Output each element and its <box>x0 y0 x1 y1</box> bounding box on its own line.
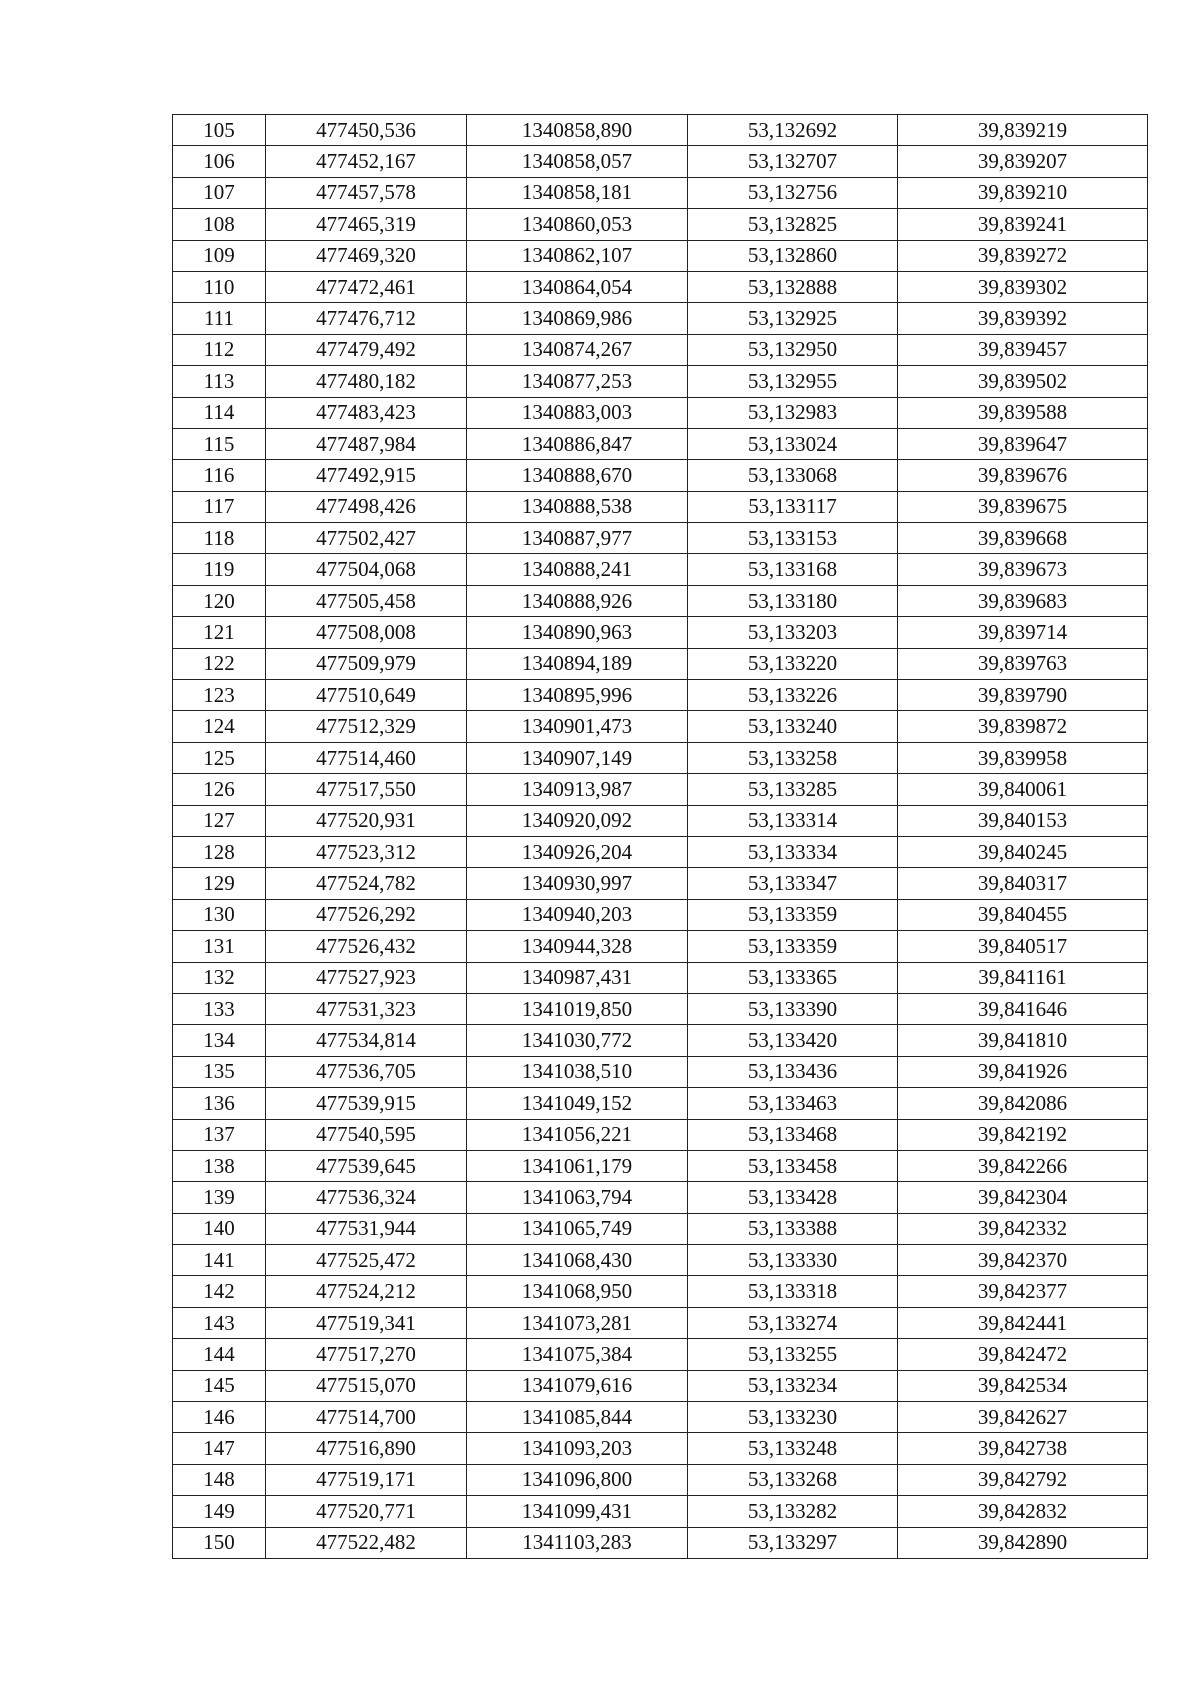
latitude-cell: 53,133255 <box>688 1339 898 1370</box>
point-number-cell: 107 <box>173 177 266 208</box>
x-coordinate-cell: 477526,292 <box>266 899 467 930</box>
latitude-cell: 53,133420 <box>688 1025 898 1056</box>
y-coordinate-cell: 1340944,328 <box>467 931 688 962</box>
y-coordinate-cell: 1341075,384 <box>467 1339 688 1370</box>
table-row <box>173 491 1148 522</box>
table-row <box>173 146 1148 177</box>
point-number-cell: 121 <box>173 617 266 648</box>
x-coordinate-cell: 477517,270 <box>266 1339 467 1370</box>
latitude-cell: 53,133230 <box>688 1402 898 1433</box>
y-coordinate-cell: 1340888,926 <box>467 585 688 616</box>
table-row <box>173 209 1148 240</box>
y-coordinate-cell: 1340888,538 <box>467 491 688 522</box>
latitude-cell: 53,133330 <box>688 1245 898 1276</box>
latitude-cell: 53,133153 <box>688 523 898 554</box>
y-coordinate-cell: 1340920,092 <box>467 805 688 836</box>
latitude-cell: 53,133468 <box>688 1119 898 1150</box>
table-row <box>173 585 1148 616</box>
table-row <box>173 962 1148 993</box>
y-coordinate-cell: 1340930,997 <box>467 868 688 899</box>
longitude-cell: 39,839683 <box>898 585 1148 616</box>
latitude-cell: 53,133297 <box>688 1527 898 1558</box>
table-row <box>173 334 1148 365</box>
y-coordinate-cell: 1341049,152 <box>467 1088 688 1119</box>
table-row <box>173 836 1148 867</box>
point-number-cell: 120 <box>173 585 266 616</box>
x-coordinate-cell: 477492,915 <box>266 460 467 491</box>
y-coordinate-cell: 1341063,794 <box>467 1182 688 1213</box>
point-number-cell: 131 <box>173 931 266 962</box>
longitude-cell: 39,842086 <box>898 1088 1148 1119</box>
x-coordinate-cell: 477524,212 <box>266 1276 467 1307</box>
point-number-cell: 128 <box>173 836 266 867</box>
table-row <box>173 271 1148 302</box>
y-coordinate-cell: 1340858,890 <box>467 115 688 146</box>
y-coordinate-cell: 1341103,283 <box>467 1527 688 1558</box>
table-row <box>173 1307 1148 1338</box>
y-coordinate-cell: 1340907,149 <box>467 742 688 773</box>
point-number-cell: 125 <box>173 742 266 773</box>
latitude-cell: 53,133226 <box>688 680 898 711</box>
longitude-cell: 39,842534 <box>898 1370 1148 1401</box>
latitude-cell: 53,132955 <box>688 366 898 397</box>
table-row <box>173 680 1148 711</box>
table-row <box>173 366 1148 397</box>
point-number-cell: 142 <box>173 1276 266 1307</box>
longitude-cell: 39,839958 <box>898 742 1148 773</box>
point-number-cell: 115 <box>173 428 266 459</box>
latitude-cell: 53,133258 <box>688 742 898 773</box>
table-row <box>173 240 1148 271</box>
x-coordinate-cell: 477520,931 <box>266 805 467 836</box>
x-coordinate-cell: 477519,171 <box>266 1464 467 1495</box>
x-coordinate-cell: 477508,008 <box>266 617 467 648</box>
x-coordinate-cell: 477525,472 <box>266 1245 467 1276</box>
y-coordinate-cell: 1340887,977 <box>467 523 688 554</box>
longitude-cell: 39,840153 <box>898 805 1148 836</box>
latitude-cell: 53,133024 <box>688 428 898 459</box>
x-coordinate-cell: 477520,771 <box>266 1496 467 1527</box>
latitude-cell: 53,133268 <box>688 1464 898 1495</box>
point-number-cell: 113 <box>173 366 266 397</box>
table-row <box>173 774 1148 805</box>
longitude-cell: 39,839675 <box>898 491 1148 522</box>
table-row <box>173 1339 1148 1370</box>
point-number-cell: 117 <box>173 491 266 522</box>
x-coordinate-cell: 477534,814 <box>266 1025 467 1056</box>
point-number-cell: 114 <box>173 397 266 428</box>
longitude-cell: 39,839302 <box>898 271 1148 302</box>
x-coordinate-cell: 477472,461 <box>266 271 467 302</box>
point-number-cell: 135 <box>173 1056 266 1087</box>
latitude-cell: 53,133203 <box>688 617 898 648</box>
point-number-cell: 106 <box>173 146 266 177</box>
table-row <box>173 1213 1148 1244</box>
x-coordinate-cell: 477498,426 <box>266 491 467 522</box>
y-coordinate-cell: 1340858,057 <box>467 146 688 177</box>
latitude-cell: 53,133347 <box>688 868 898 899</box>
point-number-cell: 137 <box>173 1119 266 1150</box>
table-row <box>173 115 1148 146</box>
latitude-cell: 53,133234 <box>688 1370 898 1401</box>
x-coordinate-cell: 477514,460 <box>266 742 467 773</box>
x-coordinate-cell: 477531,944 <box>266 1213 467 1244</box>
point-number-cell: 122 <box>173 648 266 679</box>
y-coordinate-cell: 1341096,800 <box>467 1464 688 1495</box>
table-row <box>173 1527 1148 1558</box>
table-row <box>173 428 1148 459</box>
y-coordinate-cell: 1341079,616 <box>467 1370 688 1401</box>
y-coordinate-cell: 1341085,844 <box>467 1402 688 1433</box>
table-row <box>173 1025 1148 1056</box>
x-coordinate-cell: 477487,984 <box>266 428 467 459</box>
longitude-cell: 39,842890 <box>898 1527 1148 1558</box>
point-number-cell: 139 <box>173 1182 266 1213</box>
y-coordinate-cell: 1340886,847 <box>467 428 688 459</box>
point-number-cell: 110 <box>173 271 266 302</box>
latitude-cell: 53,133117 <box>688 491 898 522</box>
point-number-cell: 133 <box>173 993 266 1024</box>
table-row <box>173 1056 1148 1087</box>
y-coordinate-cell: 1340860,053 <box>467 209 688 240</box>
table-row <box>173 1088 1148 1119</box>
x-coordinate-cell: 477517,550 <box>266 774 467 805</box>
y-coordinate-cell: 1341038,510 <box>467 1056 688 1087</box>
table-row <box>173 1433 1148 1464</box>
y-coordinate-cell: 1340890,963 <box>467 617 688 648</box>
y-coordinate-cell: 1340913,987 <box>467 774 688 805</box>
table-row <box>173 554 1148 585</box>
latitude-cell: 53,132860 <box>688 240 898 271</box>
longitude-cell: 39,840317 <box>898 868 1148 899</box>
y-coordinate-cell: 1340987,431 <box>467 962 688 993</box>
table-row <box>173 303 1148 334</box>
point-number-cell: 141 <box>173 1245 266 1276</box>
point-number-cell: 109 <box>173 240 266 271</box>
latitude-cell: 53,133168 <box>688 554 898 585</box>
y-coordinate-cell: 1340926,204 <box>467 836 688 867</box>
latitude-cell: 53,133285 <box>688 774 898 805</box>
x-coordinate-cell: 477526,432 <box>266 931 467 962</box>
longitude-cell: 39,839210 <box>898 177 1148 208</box>
longitude-cell: 39,839790 <box>898 680 1148 711</box>
y-coordinate-cell: 1340888,241 <box>467 554 688 585</box>
latitude-cell: 53,132825 <box>688 209 898 240</box>
table-row <box>173 899 1148 930</box>
x-coordinate-cell: 477519,341 <box>266 1307 467 1338</box>
point-number-cell: 126 <box>173 774 266 805</box>
latitude-cell: 53,133365 <box>688 962 898 993</box>
x-coordinate-cell: 477452,167 <box>266 146 467 177</box>
y-coordinate-cell: 1340888,670 <box>467 460 688 491</box>
point-number-cell: 130 <box>173 899 266 930</box>
point-number-cell: 124 <box>173 711 266 742</box>
table-row <box>173 711 1148 742</box>
x-coordinate-cell: 477516,890 <box>266 1433 467 1464</box>
point-number-cell: 129 <box>173 868 266 899</box>
point-number-cell: 147 <box>173 1433 266 1464</box>
table-row <box>173 1245 1148 1276</box>
longitude-cell: 39,839763 <box>898 648 1148 679</box>
longitude-cell: 39,842832 <box>898 1496 1148 1527</box>
y-coordinate-cell: 1340858,181 <box>467 177 688 208</box>
x-coordinate-cell: 477515,070 <box>266 1370 467 1401</box>
longitude-cell: 39,839673 <box>898 554 1148 585</box>
x-coordinate-cell: 477514,700 <box>266 1402 467 1433</box>
table-row <box>173 1182 1148 1213</box>
longitude-cell: 39,839668 <box>898 523 1148 554</box>
latitude-cell: 53,132925 <box>688 303 898 334</box>
y-coordinate-cell: 1340940,203 <box>467 899 688 930</box>
y-coordinate-cell: 1341068,430 <box>467 1245 688 1276</box>
longitude-cell: 39,839392 <box>898 303 1148 334</box>
y-coordinate-cell: 1341056,221 <box>467 1119 688 1150</box>
y-coordinate-cell: 1341061,179 <box>467 1150 688 1181</box>
y-coordinate-cell: 1341099,431 <box>467 1496 688 1527</box>
table-row <box>173 648 1148 679</box>
table-row <box>173 177 1148 208</box>
x-coordinate-cell: 477522,482 <box>266 1527 467 1558</box>
table-row <box>173 742 1148 773</box>
longitude-cell: 39,840061 <box>898 774 1148 805</box>
table-row <box>173 868 1148 899</box>
x-coordinate-cell: 477483,423 <box>266 397 467 428</box>
x-coordinate-cell: 477523,312 <box>266 836 467 867</box>
longitude-cell: 39,842738 <box>898 1433 1148 1464</box>
longitude-cell: 39,840517 <box>898 931 1148 962</box>
latitude-cell: 53,133318 <box>688 1276 898 1307</box>
point-number-cell: 108 <box>173 209 266 240</box>
x-coordinate-cell: 477465,319 <box>266 209 467 240</box>
table-row <box>173 993 1148 1024</box>
latitude-cell: 53,133334 <box>688 836 898 867</box>
longitude-cell: 39,842192 <box>898 1119 1148 1150</box>
latitude-cell: 53,133068 <box>688 460 898 491</box>
point-number-cell: 111 <box>173 303 266 334</box>
latitude-cell: 53,133220 <box>688 648 898 679</box>
point-number-cell: 127 <box>173 805 266 836</box>
latitude-cell: 53,133180 <box>688 585 898 616</box>
longitude-cell: 39,841926 <box>898 1056 1148 1087</box>
table-row <box>173 1150 1148 1181</box>
y-coordinate-cell: 1341068,950 <box>467 1276 688 1307</box>
longitude-cell: 39,842304 <box>898 1182 1148 1213</box>
longitude-cell: 39,841810 <box>898 1025 1148 1056</box>
longitude-cell: 39,840245 <box>898 836 1148 867</box>
point-number-cell: 144 <box>173 1339 266 1370</box>
table-row <box>173 1370 1148 1401</box>
longitude-cell: 39,842627 <box>898 1402 1148 1433</box>
x-coordinate-cell: 477457,578 <box>266 177 467 208</box>
y-coordinate-cell: 1340862,107 <box>467 240 688 271</box>
longitude-cell: 39,839647 <box>898 428 1148 459</box>
x-coordinate-cell: 477469,320 <box>266 240 467 271</box>
coordinates-table <box>172 114 1148 1559</box>
longitude-cell: 39,842332 <box>898 1213 1148 1244</box>
longitude-cell: 39,839272 <box>898 240 1148 271</box>
x-coordinate-cell: 477476,712 <box>266 303 467 334</box>
y-coordinate-cell: 1340869,986 <box>467 303 688 334</box>
y-coordinate-cell: 1340883,003 <box>467 397 688 428</box>
x-coordinate-cell: 477450,536 <box>266 115 467 146</box>
longitude-cell: 39,841646 <box>898 993 1148 1024</box>
latitude-cell: 53,133428 <box>688 1182 898 1213</box>
point-number-cell: 134 <box>173 1025 266 1056</box>
point-number-cell: 123 <box>173 680 266 711</box>
longitude-cell: 39,842792 <box>898 1464 1148 1495</box>
x-coordinate-cell: 477510,649 <box>266 680 467 711</box>
point-number-cell: 149 <box>173 1496 266 1527</box>
x-coordinate-cell: 477540,595 <box>266 1119 467 1150</box>
latitude-cell: 53,133436 <box>688 1056 898 1087</box>
y-coordinate-cell: 1340894,189 <box>467 648 688 679</box>
y-coordinate-cell: 1340877,253 <box>467 366 688 397</box>
longitude-cell: 39,839457 <box>898 334 1148 365</box>
latitude-cell: 53,132707 <box>688 146 898 177</box>
x-coordinate-cell: 477502,427 <box>266 523 467 554</box>
y-coordinate-cell: 1341019,850 <box>467 993 688 1024</box>
y-coordinate-cell: 1340874,267 <box>467 334 688 365</box>
latitude-cell: 53,132950 <box>688 334 898 365</box>
point-number-cell: 143 <box>173 1307 266 1338</box>
longitude-cell: 39,839241 <box>898 209 1148 240</box>
longitude-cell: 39,839502 <box>898 366 1148 397</box>
longitude-cell: 39,839219 <box>898 115 1148 146</box>
x-coordinate-cell: 477480,182 <box>266 366 467 397</box>
longitude-cell: 39,839676 <box>898 460 1148 491</box>
point-number-cell: 136 <box>173 1088 266 1119</box>
point-number-cell: 116 <box>173 460 266 491</box>
latitude-cell: 53,133314 <box>688 805 898 836</box>
x-coordinate-cell: 477536,324 <box>266 1182 467 1213</box>
table-row <box>173 523 1148 554</box>
x-coordinate-cell: 477512,329 <box>266 711 467 742</box>
x-coordinate-cell: 477509,979 <box>266 648 467 679</box>
table-row <box>173 931 1148 962</box>
x-coordinate-cell: 477504,068 <box>266 554 467 585</box>
point-number-cell: 145 <box>173 1370 266 1401</box>
table-row <box>173 1402 1148 1433</box>
point-number-cell: 150 <box>173 1527 266 1558</box>
point-number-cell: 140 <box>173 1213 266 1244</box>
point-number-cell: 105 <box>173 115 266 146</box>
y-coordinate-cell: 1340864,054 <box>467 271 688 302</box>
longitude-cell: 39,842370 <box>898 1245 1148 1276</box>
point-number-cell: 112 <box>173 334 266 365</box>
longitude-cell: 39,839714 <box>898 617 1148 648</box>
longitude-cell: 39,839588 <box>898 397 1148 428</box>
longitude-cell: 39,842266 <box>898 1150 1148 1181</box>
latitude-cell: 53,132756 <box>688 177 898 208</box>
y-coordinate-cell: 1341093,203 <box>467 1433 688 1464</box>
x-coordinate-cell: 477505,458 <box>266 585 467 616</box>
latitude-cell: 53,133359 <box>688 931 898 962</box>
latitude-cell: 53,133463 <box>688 1088 898 1119</box>
point-number-cell: 148 <box>173 1464 266 1495</box>
table-row <box>173 1496 1148 1527</box>
point-number-cell: 146 <box>173 1402 266 1433</box>
latitude-cell: 53,133390 <box>688 993 898 1024</box>
longitude-cell: 39,842441 <box>898 1307 1148 1338</box>
point-number-cell: 118 <box>173 523 266 554</box>
x-coordinate-cell: 477527,923 <box>266 962 467 993</box>
longitude-cell: 39,839872 <box>898 711 1148 742</box>
point-number-cell: 132 <box>173 962 266 993</box>
table-row <box>173 1276 1148 1307</box>
longitude-cell: 39,842472 <box>898 1339 1148 1370</box>
latitude-cell: 53,132888 <box>688 271 898 302</box>
table-row <box>173 1464 1148 1495</box>
x-coordinate-cell: 477539,645 <box>266 1150 467 1181</box>
coordinates-table-body <box>173 115 1148 1559</box>
latitude-cell: 53,133274 <box>688 1307 898 1338</box>
latitude-cell: 53,133388 <box>688 1213 898 1244</box>
y-coordinate-cell: 1341030,772 <box>467 1025 688 1056</box>
latitude-cell: 53,133282 <box>688 1496 898 1527</box>
table-row <box>173 397 1148 428</box>
point-number-cell: 119 <box>173 554 266 585</box>
table-row <box>173 805 1148 836</box>
y-coordinate-cell: 1340895,996 <box>467 680 688 711</box>
latitude-cell: 53,132983 <box>688 397 898 428</box>
y-coordinate-cell: 1340901,473 <box>467 711 688 742</box>
latitude-cell: 53,132692 <box>688 115 898 146</box>
table-row <box>173 1119 1148 1150</box>
latitude-cell: 53,133248 <box>688 1433 898 1464</box>
latitude-cell: 53,133240 <box>688 711 898 742</box>
longitude-cell: 39,841161 <box>898 962 1148 993</box>
x-coordinate-cell: 477531,323 <box>266 993 467 1024</box>
x-coordinate-cell: 477524,782 <box>266 868 467 899</box>
table-row <box>173 460 1148 491</box>
latitude-cell: 53,133458 <box>688 1150 898 1181</box>
x-coordinate-cell: 477479,492 <box>266 334 467 365</box>
longitude-cell: 39,840455 <box>898 899 1148 930</box>
longitude-cell: 39,839207 <box>898 146 1148 177</box>
y-coordinate-cell: 1341073,281 <box>467 1307 688 1338</box>
x-coordinate-cell: 477539,915 <box>266 1088 467 1119</box>
latitude-cell: 53,133359 <box>688 899 898 930</box>
table-row <box>173 617 1148 648</box>
y-coordinate-cell: 1341065,749 <box>467 1213 688 1244</box>
x-coordinate-cell: 477536,705 <box>266 1056 467 1087</box>
point-number-cell: 138 <box>173 1150 266 1181</box>
longitude-cell: 39,842377 <box>898 1276 1148 1307</box>
